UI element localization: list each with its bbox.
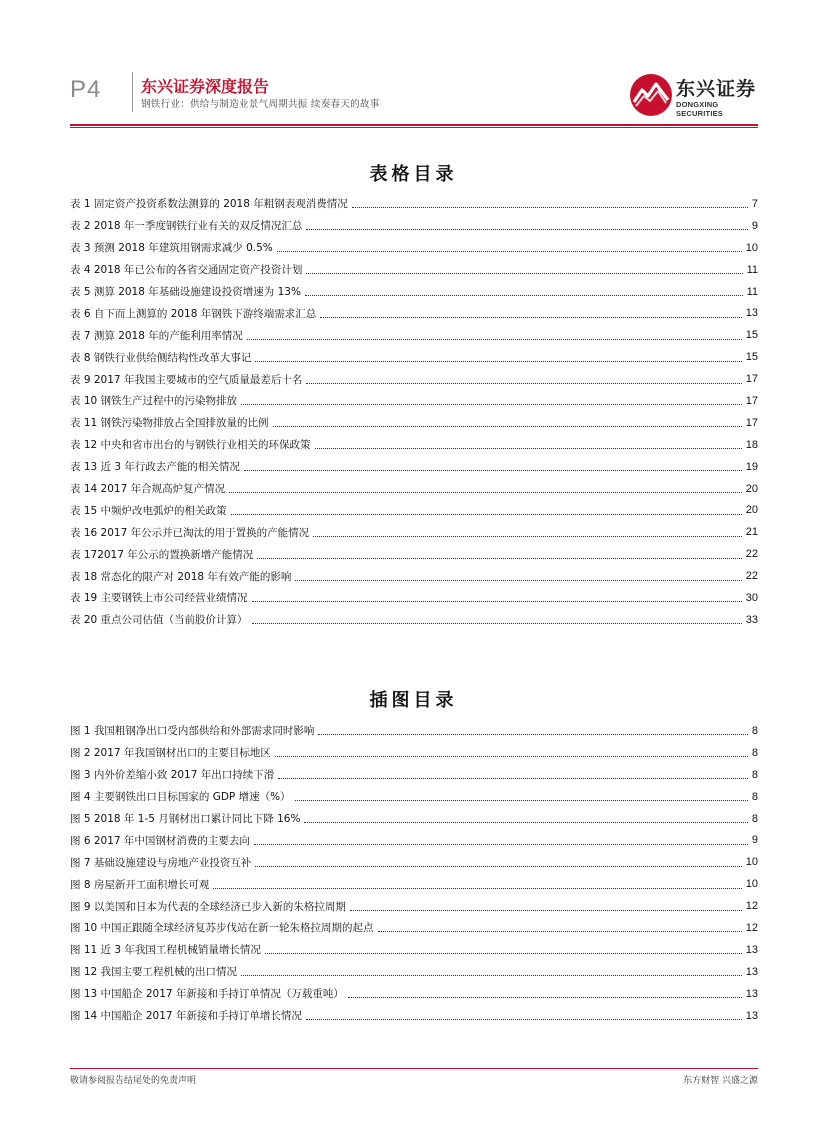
- toc-dot-leader: [348, 997, 742, 998]
- figure-toc-entry[interactable]: [70, 851, 758, 873]
- toc-dot-leader: [306, 1019, 742, 1020]
- table-toc-entry[interactable]: [70, 543, 758, 565]
- toc-dot-leader: [252, 623, 742, 624]
- toc-dot-leader: [247, 339, 742, 340]
- toc-page-number: 10: [745, 241, 758, 254]
- toc-entry-label: 图 3 内外价差缩小致 2017 年出口持续下滑: [70, 769, 275, 782]
- logo-chinese-name: 东兴证券: [676, 78, 757, 100]
- table-toc-entry[interactable]: [70, 434, 758, 456]
- toc-dot-leader: [378, 931, 742, 932]
- toc-page-number: 13: [745, 965, 758, 978]
- tables-toc-list: [70, 193, 758, 631]
- toc-entry-label: 表 16 2017 年公示并已淘汰的用于置换的产能情况: [70, 526, 310, 539]
- header-rule: [70, 124, 758, 126]
- toc-dot-leader: [213, 888, 741, 889]
- toc-dot-leader: [306, 273, 742, 274]
- toc-page-number: 10: [745, 878, 758, 891]
- table-toc-entry[interactable]: [70, 390, 758, 412]
- toc-dot-leader: [255, 361, 741, 362]
- toc-dot-leader: [295, 580, 741, 581]
- figure-toc-entry[interactable]: [70, 786, 758, 808]
- toc-dot-leader: [275, 756, 748, 757]
- toc-dot-leader: [305, 295, 743, 296]
- toc-page-number: 7: [751, 197, 758, 210]
- table-toc-entry[interactable]: [70, 456, 758, 478]
- figure-toc-entry[interactable]: [70, 961, 758, 983]
- table-toc-entry[interactable]: [70, 346, 758, 368]
- toc-page-number: 21: [745, 526, 758, 539]
- toc-page-number: 17: [745, 416, 758, 429]
- toc-entry-label: 图 6 2017 年中国钢材消费的主要去向: [70, 834, 250, 847]
- toc-page-number: 12: [745, 921, 758, 934]
- toc-entry-label: 图 12 我国主要工程机械的出口情况: [70, 966, 238, 979]
- toc-entry-label: 表 7 测算 2018 年的产能利用率情况: [70, 329, 243, 342]
- toc-dot-leader: [295, 800, 748, 801]
- footer-disclaimer: 敬请参阅报告结尾处的免责声明: [70, 1076, 197, 1086]
- toc-dot-leader: [244, 470, 742, 471]
- report-subtitle: 钢铁行业：供给与制造业景气周期共振 续奏春天的故事: [141, 99, 380, 110]
- toc-entry-label: 表 5 测算 2018 年基础设施建设投资增速为 13%: [70, 286, 301, 298]
- table-toc-entry[interactable]: [70, 412, 758, 434]
- toc-entry-label: 图 13 中国船企 2017 年新接和手持订单情况（万载重吨）: [70, 988, 344, 1001]
- toc-entry-label: 表 18 常态化的限产对 2018 年有效产能的影响: [70, 570, 292, 583]
- toc-entry-label: 表 14 2017 年合规高炉复产情况: [70, 483, 226, 496]
- toc-page-number: 17: [745, 394, 758, 407]
- toc-page-number: 8: [751, 746, 758, 759]
- company-logo: [628, 72, 758, 118]
- table-toc-entry[interactable]: [70, 259, 758, 281]
- toc-entry-label: 表 19 主要钢铁上市公司经营业绩情况: [70, 592, 248, 605]
- table-toc-entry[interactable]: [70, 478, 758, 500]
- toc-entry-label: 图 14 中国船企 2017 年新接和手持订单增长情况: [70, 1010, 302, 1023]
- toc-page-number: 8: [751, 812, 758, 825]
- toc-entry-label: 表 9 2017 年我国主要城市的空气质量最差后十名: [70, 373, 303, 386]
- toc-page-number: 15: [745, 329, 758, 342]
- table-toc-entry[interactable]: [70, 609, 758, 631]
- toc-entry-label: 图 5 2018 年 1-5 月钢材出口累计同比下降 16%: [70, 813, 301, 825]
- toc-dot-leader: [352, 207, 748, 208]
- table-toc-entry[interactable]: [70, 324, 758, 346]
- header-divider: [132, 72, 133, 112]
- toc-page-number: 30: [745, 591, 758, 604]
- toc-page-number: 20: [745, 482, 758, 495]
- toc-entry-label: 图 1 我国粗钢净出口受内部供给和外部需求同时影响: [70, 725, 315, 738]
- toc-page-number: 9: [751, 219, 758, 232]
- toc-page-number: 13: [745, 1009, 758, 1022]
- header-rule-thin: [70, 127, 758, 128]
- toc-page-number: 8: [751, 724, 758, 737]
- toc-page-number: 10: [745, 856, 758, 869]
- toc-dot-leader: [318, 734, 748, 735]
- toc-page-number: 11: [746, 263, 758, 276]
- toc-dot-leader: [273, 426, 742, 427]
- toc-page-number: 15: [745, 351, 758, 364]
- toc-dot-leader: [304, 822, 747, 823]
- toc-entry-label: 表 6 自下而上测算的 2018 年钢铁下游终端需求汇总: [70, 307, 317, 320]
- toc-entry-label: 表 15 中频炉改电弧炉的相关政策: [70, 504, 227, 517]
- toc-entry-label: 表 4 2018 年已公布的各省交通固定资产投资计划: [70, 264, 303, 277]
- toc-entry-label: 表 8 钢铁行业供给侧结构性改革大事记: [70, 351, 252, 364]
- toc-page-number: 8: [751, 790, 758, 803]
- figure-toc-entry[interactable]: [70, 983, 758, 1005]
- toc-page-number: 13: [745, 307, 758, 320]
- toc-page-number: 19: [745, 460, 758, 473]
- tables-toc-title: 表格目录: [369, 164, 458, 185]
- table-toc-entry[interactable]: [70, 302, 758, 324]
- toc-dot-leader: [257, 558, 741, 559]
- figures-toc-title: 插图目录: [369, 690, 458, 711]
- footer-rule: [70, 1068, 758, 1069]
- toc-dot-leader: [306, 383, 741, 384]
- toc-entry-label: 表 1 固定资产投资系数法测算的 2018 年粗钢表观消费情况: [70, 198, 348, 211]
- table-toc-entry[interactable]: [70, 193, 758, 215]
- table-toc-entry[interactable]: [70, 368, 758, 390]
- figure-toc-entry[interactable]: [70, 764, 758, 786]
- toc-page-number: 11: [746, 285, 758, 298]
- table-toc-entry[interactable]: [70, 587, 758, 609]
- toc-page-number: 13: [745, 943, 758, 956]
- toc-entry-label: 图 2 2017 年我国钢材出口的主要目标地区: [70, 747, 271, 760]
- toc-dot-leader: [313, 536, 742, 537]
- figure-toc-entry[interactable]: [70, 808, 758, 830]
- toc-dot-leader: [306, 229, 747, 230]
- figure-toc-entry[interactable]: [70, 939, 758, 961]
- logo-english-name: DONGXING SECURITIES: [676, 100, 724, 118]
- toc-dot-leader: [350, 910, 742, 911]
- logo-emblem-icon: [628, 72, 674, 118]
- toc-dot-leader: [255, 866, 741, 867]
- toc-entry-label: 图 11 近 3 年我国工程机械销量增长情况: [70, 944, 261, 957]
- toc-dot-leader: [277, 251, 742, 252]
- toc-dot-leader: [231, 514, 742, 515]
- toc-entry-label: 表 2 2018 年一季度钢铁行业有关的双反情况汇总: [70, 220, 303, 233]
- table-toc-entry[interactable]: [70, 215, 758, 237]
- toc-entry-label: 表 10 钢铁生产过程中的污染物排放: [70, 395, 238, 408]
- toc-entry-label: 表 12 中央和省市出台的与钢铁行业相关的环保政策: [70, 439, 311, 452]
- figure-toc-entry[interactable]: [70, 1005, 758, 1027]
- toc-page-number: 18: [745, 438, 758, 451]
- toc-dot-leader: [315, 448, 742, 449]
- toc-page-number: 22: [745, 548, 758, 561]
- toc-entry-label: 图 9 以美国和日本为代表的全球经济已步入新的朱格拉周期: [70, 900, 346, 913]
- toc-entry-label: 表 3 预测 2018 年建筑用钢需求减少 0.5%: [70, 242, 273, 255]
- toc-page-number: 9: [751, 834, 758, 847]
- table-toc-entry[interactable]: [70, 237, 758, 259]
- toc-page-number: 22: [745, 570, 758, 583]
- table-toc-entry[interactable]: [70, 565, 758, 587]
- toc-entry-label: 图 8 房屋新开工面积增长可观: [70, 878, 210, 891]
- table-toc-entry[interactable]: [70, 499, 758, 521]
- toc-dot-leader: [252, 601, 742, 602]
- figure-toc-entry[interactable]: [70, 895, 758, 917]
- toc-entry-label: 图 7 基础设施建设与房地产业投资互补: [70, 856, 252, 869]
- table-toc-entry[interactable]: [70, 521, 758, 543]
- toc-entry-label: 表 11 钢铁污染物排放占全国排放量的比例: [70, 417, 269, 430]
- toc-page-number: 8: [751, 768, 758, 781]
- page-header: [0, 0, 827, 130]
- toc-entry-label: 图 4 主要钢铁出口目标国家的 GDP 增速（%）: [70, 791, 291, 804]
- toc-page-number: 17: [745, 373, 758, 386]
- toc-dot-leader: [320, 317, 741, 318]
- figure-toc-entry[interactable]: [70, 873, 758, 895]
- figure-toc-entry[interactable]: [70, 742, 758, 764]
- toc-dot-leader: [278, 778, 748, 779]
- page-number: P4: [70, 76, 102, 103]
- toc-dot-leader: [241, 975, 742, 976]
- toc-page-number: 12: [745, 900, 758, 913]
- toc-dot-leader: [254, 844, 748, 845]
- table-toc-entry[interactable]: [70, 281, 758, 303]
- toc-page-number: 20: [745, 504, 758, 517]
- toc-page-number: 33: [745, 613, 758, 626]
- toc-entry-label: 表 172017 年公示的置换新增产能情况: [70, 548, 254, 561]
- toc-dot-leader: [241, 404, 742, 405]
- toc-dot-leader: [265, 953, 742, 954]
- figure-toc-entry[interactable]: [70, 829, 758, 851]
- figures-toc-list: [70, 720, 758, 1026]
- report-title: 东兴证券深度报告: [141, 77, 270, 96]
- toc-entry-label: 图 10 中国正跟随全球经济复苏步伐站在新一轮朱格拉周期的起点: [70, 922, 374, 935]
- toc-entry-label: 表 13 近 3 年行政去产能的相关情况: [70, 461, 240, 474]
- footer-slogan: 东方财智 兴盛之源: [683, 1076, 758, 1086]
- figure-toc-entry[interactable]: [70, 917, 758, 939]
- toc-page-number: 13: [745, 987, 758, 1000]
- toc-entry-label: 表 20 重点公司估值（当前股价计算）: [70, 614, 248, 627]
- figure-toc-entry[interactable]: [70, 720, 758, 742]
- toc-dot-leader: [229, 492, 742, 493]
